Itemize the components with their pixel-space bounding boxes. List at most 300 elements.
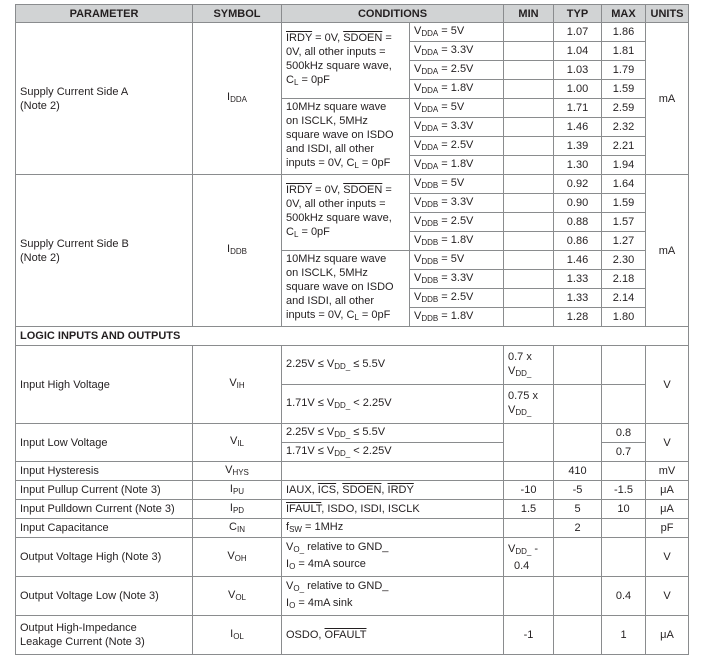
idda-symbol [193, 23, 282, 175]
idda-typ: 1.39 [554, 137, 602, 156]
text-fragment: DD_ [515, 546, 532, 556]
text-fragment: = 5V [438, 24, 465, 37]
idda-vdd-cond [410, 61, 504, 80]
text-fragment: I [286, 558, 290, 570]
electrical-characteristics-table [15, 4, 689, 655]
idda-typ: 1.04 [554, 42, 602, 61]
vil-units: V [646, 424, 689, 462]
text-fragment: DDA [421, 104, 439, 114]
text-fragment: on ISCLK, 5MHz [286, 115, 368, 127]
text-fragment: V [414, 271, 422, 284]
ipu-condition [282, 481, 504, 500]
ipd-min: 1.5 [504, 500, 554, 519]
text-fragment: DDB [421, 180, 439, 190]
idda-vdd-cond [410, 156, 504, 175]
vih-units: V [646, 346, 689, 424]
iddb-condition-dynamic [282, 251, 410, 327]
text-fragment: = 4mA sink [295, 597, 353, 609]
text-fragment: 0.4 [514, 559, 530, 572]
idda-typ: 1.46 [554, 118, 602, 137]
text-fragment: V [286, 580, 294, 592]
vih-min [504, 346, 554, 385]
iddb-typ: 1.28 [554, 308, 602, 327]
text-fragment: O [289, 601, 296, 610]
text-fragment: = 5V [438, 252, 465, 265]
table-row [16, 538, 689, 577]
header-typ: TYP [554, 5, 602, 23]
text-fragment: PD [232, 505, 245, 515]
text-fragment: I [227, 91, 231, 103]
text-fragment: DD_ [334, 361, 351, 371]
text-fragment: = 0V, [312, 184, 344, 196]
voh-symbol [193, 538, 282, 577]
idda-typ: 1.00 [554, 80, 602, 99]
text-fragment: OSDO, [286, 629, 325, 641]
header-symbol: SYMBOL [193, 5, 282, 23]
text-fragment: V [508, 542, 516, 555]
cin-units: pF [646, 519, 689, 538]
text-fragment: ≤ 5.5V [350, 357, 386, 370]
text-fragment: DD_ [515, 407, 532, 417]
text-fragment: = 2.5V [438, 290, 474, 303]
text-fragment: DDB [421, 237, 439, 247]
idda-typ: 1.71 [554, 99, 602, 118]
idda-typ: 1.07 [554, 23, 602, 42]
text-fragment: = 1.8V [438, 233, 474, 246]
text-fragment: V [414, 43, 422, 56]
text-fragment: DDA [421, 66, 439, 76]
iddb-vdd-cond [410, 289, 504, 308]
vhys-min [504, 462, 554, 481]
iddb-min [504, 194, 554, 213]
text-fragment: Supply Current Side A [20, 85, 129, 98]
iddb-vdd-cond [410, 194, 504, 213]
vih-max [602, 385, 646, 424]
cin-max [602, 519, 646, 538]
text-fragment: DDA [421, 85, 439, 95]
vhys-max [602, 462, 646, 481]
text-fragment: OL [233, 631, 244, 641]
voh-min [504, 538, 554, 577]
section-logic-heading: LOGIC INPUTS AND OUTPUTS [16, 327, 689, 346]
text-fragment: 0V, all other inputs = [286, 46, 386, 58]
text-fragment: 2.25V ≤ V [286, 357, 335, 370]
text-fragment: DDB [421, 218, 439, 228]
text-fragment: 1.71V ≤ V [286, 396, 335, 409]
ipu-parameter: Input Pullup Current (Note 3) [16, 481, 193, 500]
table-row [16, 346, 689, 385]
text-fragment: V [414, 100, 422, 113]
vhys-symbol [193, 462, 282, 481]
text-fragment: on ISCLK, 5MHz [286, 267, 368, 279]
text-fragment: IRDY [387, 484, 414, 496]
text-fragment: DDA [230, 95, 247, 104]
iol-symbol [193, 616, 282, 655]
text-fragment: (Note 2) [20, 99, 60, 112]
text-fragment: = 3.3V [438, 43, 474, 56]
idda-max: 1.81 [602, 42, 646, 61]
vil-min [504, 424, 554, 462]
iol-min: -1 [504, 616, 554, 655]
table-row [16, 424, 689, 443]
text-fragment: DDA [421, 142, 439, 152]
text-fragment: = 2.5V [438, 138, 474, 151]
text-fragment: I [229, 482, 233, 495]
text-fragment: DD_ [334, 429, 351, 439]
idda-min [504, 23, 554, 42]
iddb-vdd-cond [410, 213, 504, 232]
iol-parameter [16, 616, 193, 655]
iddb-vdd-cond [410, 308, 504, 327]
iol-condition [282, 616, 504, 655]
text-fragment: IRDY [286, 32, 313, 44]
text-fragment: O_ [293, 584, 305, 593]
text-fragment: 500kHz square wave, [286, 60, 392, 72]
header-parameter: PARAMETER [16, 5, 193, 23]
idda-max: 2.21 [602, 137, 646, 156]
text-fragment: Output High-Impedance [20, 622, 137, 634]
ipd-condition [282, 500, 504, 519]
iddb-max: 2.30 [602, 251, 646, 270]
text-fragment: DDA [421, 161, 439, 171]
text-fragment: = 1.8V [438, 157, 474, 170]
table-row [16, 500, 689, 519]
text-fragment: L [354, 161, 359, 170]
cin-condition [282, 519, 504, 538]
idda-min [504, 61, 554, 80]
text-fragment: V [414, 81, 422, 94]
text-fragment: V [414, 309, 422, 322]
text-fragment: OL [235, 592, 246, 602]
iddb-max: 2.14 [602, 289, 646, 308]
voh-max [602, 538, 646, 577]
text-fragment: SDOEN [343, 184, 383, 196]
voh-units: V [646, 538, 689, 577]
iddb-condition-static [282, 175, 410, 251]
iol-max: 1 [602, 616, 646, 655]
idda-condition-dynamic [282, 99, 410, 175]
iddb-typ: 0.92 [554, 175, 602, 194]
text-fragment: relative to GND_ [304, 580, 389, 592]
vol-symbol [193, 577, 282, 616]
text-fragment: 10MHz square wave [286, 253, 387, 265]
text-fragment: relative to GND_ [304, 541, 389, 553]
cin-parameter: Input Capacitance [16, 519, 193, 538]
voh-parameter: Output Voltage High (Note 3) [16, 538, 193, 577]
iddb-max: 1.59 [602, 194, 646, 213]
text-fragment: 500kHz square wave, [286, 212, 392, 224]
ipd-units: μA [646, 500, 689, 519]
iddb-vdd-cond [410, 232, 504, 251]
text-fragment: V [414, 214, 422, 227]
vil-condition [282, 443, 504, 462]
table-row [16, 175, 689, 194]
text-fragment: V [414, 233, 422, 246]
text-fragment: O_ [293, 545, 305, 554]
text-fragment: V [414, 252, 422, 265]
iddb-max: 1.57 [602, 213, 646, 232]
idda-max: 1.86 [602, 23, 646, 42]
ipd-max: 10 [602, 500, 646, 519]
text-fragment: DDA [421, 47, 439, 57]
vil-symbol [193, 424, 282, 462]
cin-min [504, 519, 554, 538]
idda-vdd-cond [410, 99, 504, 118]
ipu-symbol [193, 481, 282, 500]
text-fragment: DD_ [334, 400, 351, 410]
cin-typ: 2 [554, 519, 602, 538]
text-fragment: = 3.3V [438, 271, 474, 284]
text-fragment: = 0pF [298, 226, 330, 238]
text-fragment: SDOEN [342, 484, 382, 496]
text-fragment: ≤ 5.5V [350, 425, 386, 438]
vih-condition [282, 385, 504, 424]
vih-typ [554, 385, 602, 424]
idda-units: mA [646, 23, 689, 175]
iddb-typ: 1.33 [554, 289, 602, 308]
text-fragment: IFAULT [286, 503, 322, 515]
ipd-symbol [193, 500, 282, 519]
idda-min [504, 42, 554, 61]
iol-units: μA [646, 616, 689, 655]
text-fragment: IRDY [286, 184, 313, 196]
idda-typ: 1.03 [554, 61, 602, 80]
text-fragment: 2.25V ≤ V [286, 425, 335, 438]
vol-max: 0.4 [602, 577, 646, 616]
text-fragment: = [382, 32, 392, 44]
text-fragment: = 3.3V [438, 195, 474, 208]
text-fragment: = 0pF [358, 309, 391, 321]
table-row [16, 519, 689, 538]
idda-vdd-cond [410, 118, 504, 137]
vih-parameter: Input High Voltage [16, 346, 193, 424]
ipd-parameter: Input Pulldown Current (Note 3) [16, 500, 193, 519]
text-fragment: V [508, 403, 516, 416]
text-fragment: = 3.3V [438, 119, 474, 132]
vih-typ [554, 346, 602, 385]
iddb-min [504, 308, 554, 327]
text-fragment: inputs = 0V, C [286, 309, 355, 321]
header-max: MAX [602, 5, 646, 23]
text-fragment: V [414, 290, 422, 303]
iddb-min [504, 213, 554, 232]
text-fragment: V [508, 364, 516, 377]
iddb-typ: 0.88 [554, 213, 602, 232]
idda-vdd-cond [410, 80, 504, 99]
text-fragment: = 5V [438, 176, 465, 189]
text-fragment: 0.7 x [508, 350, 532, 363]
text-fragment: DDB [230, 247, 247, 256]
text-fragment: DD_ [515, 368, 532, 378]
text-fragment: C [229, 520, 237, 533]
text-fragment: Supply Current Side B [20, 237, 129, 250]
text-fragment: V [414, 119, 422, 132]
text-fragment: L [293, 230, 299, 239]
section-row [16, 327, 689, 346]
iddb-parameter [16, 175, 193, 327]
iol-typ [554, 616, 602, 655]
text-fragment: DD_ [334, 448, 351, 458]
text-fragment: = 0pF [298, 74, 330, 86]
text-fragment: $\overline{ICS}$ [317, 484, 337, 496]
text-fragment: V [227, 549, 235, 562]
text-fragment: 0.75 x [508, 389, 538, 402]
vil-max: 0.7 [602, 443, 646, 462]
text-fragment: OFAULT [324, 629, 367, 641]
iddb-vdd-cond [410, 270, 504, 289]
text-fragment: V [229, 435, 238, 447]
ipd-typ: 5 [554, 500, 602, 519]
text-fragment: PU [232, 486, 245, 496]
voh-typ [554, 538, 602, 577]
text-fragment: DDA [421, 123, 439, 133]
iddb-min [504, 270, 554, 289]
vil-condition [282, 424, 504, 443]
text-fragment: O [289, 562, 296, 571]
text-fragment: and ISDI, all other [286, 143, 375, 155]
text-fragment: = 2.5V [438, 214, 474, 227]
idda-vdd-cond [410, 23, 504, 42]
text-fragment: = 1.8V [438, 81, 474, 94]
table-row [16, 23, 689, 42]
vih-min [504, 385, 554, 424]
vhys-typ: 410 [554, 462, 602, 481]
text-fragment: I [227, 243, 231, 255]
text-fragment: = 5V [438, 100, 465, 113]
voh-condition [282, 538, 504, 577]
text-fragment: 1.71V ≤ V [286, 444, 335, 457]
text-fragment: = [382, 184, 392, 196]
text-fragment: DDB [421, 199, 439, 209]
table-row [16, 462, 689, 481]
text-fragment: = 2.5V [438, 62, 474, 75]
idda-min [504, 137, 554, 156]
vil-parameter: Input Low Voltage [16, 424, 193, 462]
text-fragment: IN [236, 524, 245, 534]
idda-max: 1.59 [602, 80, 646, 99]
header-min: MIN [504, 5, 554, 23]
text-fragment: V [227, 588, 236, 601]
ipu-typ: -5 [554, 481, 602, 500]
text-fragment: SW [289, 524, 302, 534]
vhys-condition [282, 462, 504, 481]
text-fragment: V [225, 463, 233, 476]
text-fragment: < 2.25V [350, 444, 392, 457]
text-fragment: DDA [421, 28, 439, 38]
text-fragment: V [414, 176, 422, 189]
text-fragment: - [531, 542, 539, 555]
header-row [16, 5, 689, 23]
text-fragment: IH [236, 381, 245, 390]
vol-typ [554, 577, 602, 616]
idda-min [504, 118, 554, 137]
vol-min [504, 577, 554, 616]
text-fragment: square wave on ISDO [286, 129, 394, 141]
text-fragment: , ISDO, ISDI, ISCLK [321, 503, 420, 515]
vih-symbol [193, 346, 282, 424]
text-fragment: square wave on ISDO [286, 281, 394, 293]
text-fragment: (Note 2) [20, 251, 60, 264]
text-fragment: V [414, 24, 422, 37]
text-fragment: HYS [232, 467, 249, 477]
iddb-typ: 1.46 [554, 251, 602, 270]
text-fragment: IAUX, [286, 484, 318, 496]
header-conditions: CONDITIONS [282, 5, 504, 23]
iddb-vdd-cond [410, 251, 504, 270]
idda-vdd-cond [410, 42, 504, 61]
idda-typ: 1.30 [554, 156, 602, 175]
idda-vdd-cond [410, 137, 504, 156]
text-fragment: I [230, 627, 234, 640]
text-fragment: SDOEN [343, 32, 383, 44]
ipu-max: -1.5 [602, 481, 646, 500]
vhys-parameter: Input Hysteresis [16, 462, 193, 481]
text-fragment: OH [234, 553, 247, 563]
text-fragment: 10MHz square wave [286, 101, 387, 113]
iddb-typ: 1.33 [554, 270, 602, 289]
iddb-max: 1.27 [602, 232, 646, 251]
text-fragment: L [354, 313, 359, 322]
vih-condition [282, 346, 504, 385]
ipu-min: -10 [504, 481, 554, 500]
table-row [16, 577, 689, 616]
text-fragment: , [336, 484, 343, 496]
text-fragment: L [293, 78, 299, 87]
iddb-min [504, 251, 554, 270]
text-fragment: V [229, 377, 237, 389]
idda-max: 2.59 [602, 99, 646, 118]
text-fragment: V [414, 157, 422, 170]
text-fragment: DDB [421, 313, 439, 323]
iddb-min [504, 232, 554, 251]
iddb-vdd-cond [410, 175, 504, 194]
idda-parameter [16, 23, 193, 175]
text-fragment: DDB [421, 256, 439, 266]
text-fragment: IL [237, 439, 244, 448]
text-fragment: I [229, 501, 233, 514]
iddb-max: 1.64 [602, 175, 646, 194]
text-fragment: = 1.8V [438, 309, 474, 322]
vil-max: 0.8 [602, 424, 646, 443]
vol-units: V [646, 577, 689, 616]
iddb-min [504, 175, 554, 194]
vhys-units: mV [646, 462, 689, 481]
text-fragment: inputs = 0V, C [286, 157, 355, 169]
text-fragment: C [286, 226, 294, 238]
text-fragment: and ISDI, all other [286, 295, 375, 307]
text-fragment: 0V, all other inputs = [286, 198, 386, 210]
text-fragment: C [286, 74, 294, 86]
idda-min [504, 99, 554, 118]
vol-condition [282, 577, 504, 616]
table-row [16, 481, 689, 500]
cin-symbol [193, 519, 282, 538]
vih-max [602, 346, 646, 385]
idda-min [504, 80, 554, 99]
iddb-typ: 0.86 [554, 232, 602, 251]
text-fragment: = 0pF [358, 157, 391, 169]
text-fragment: DDB [421, 275, 439, 285]
text-fragment: V [414, 138, 422, 151]
iddb-max: 2.18 [602, 270, 646, 289]
idda-max: 1.79 [602, 61, 646, 80]
text-fragment: , [381, 484, 388, 496]
text-fragment: V [414, 62, 422, 75]
ipu-units: μA [646, 481, 689, 500]
text-fragment: = 1MHz [301, 520, 344, 533]
text-fragment: f [286, 520, 290, 533]
vol-parameter: Output Voltage Low (Note 3) [16, 577, 193, 616]
